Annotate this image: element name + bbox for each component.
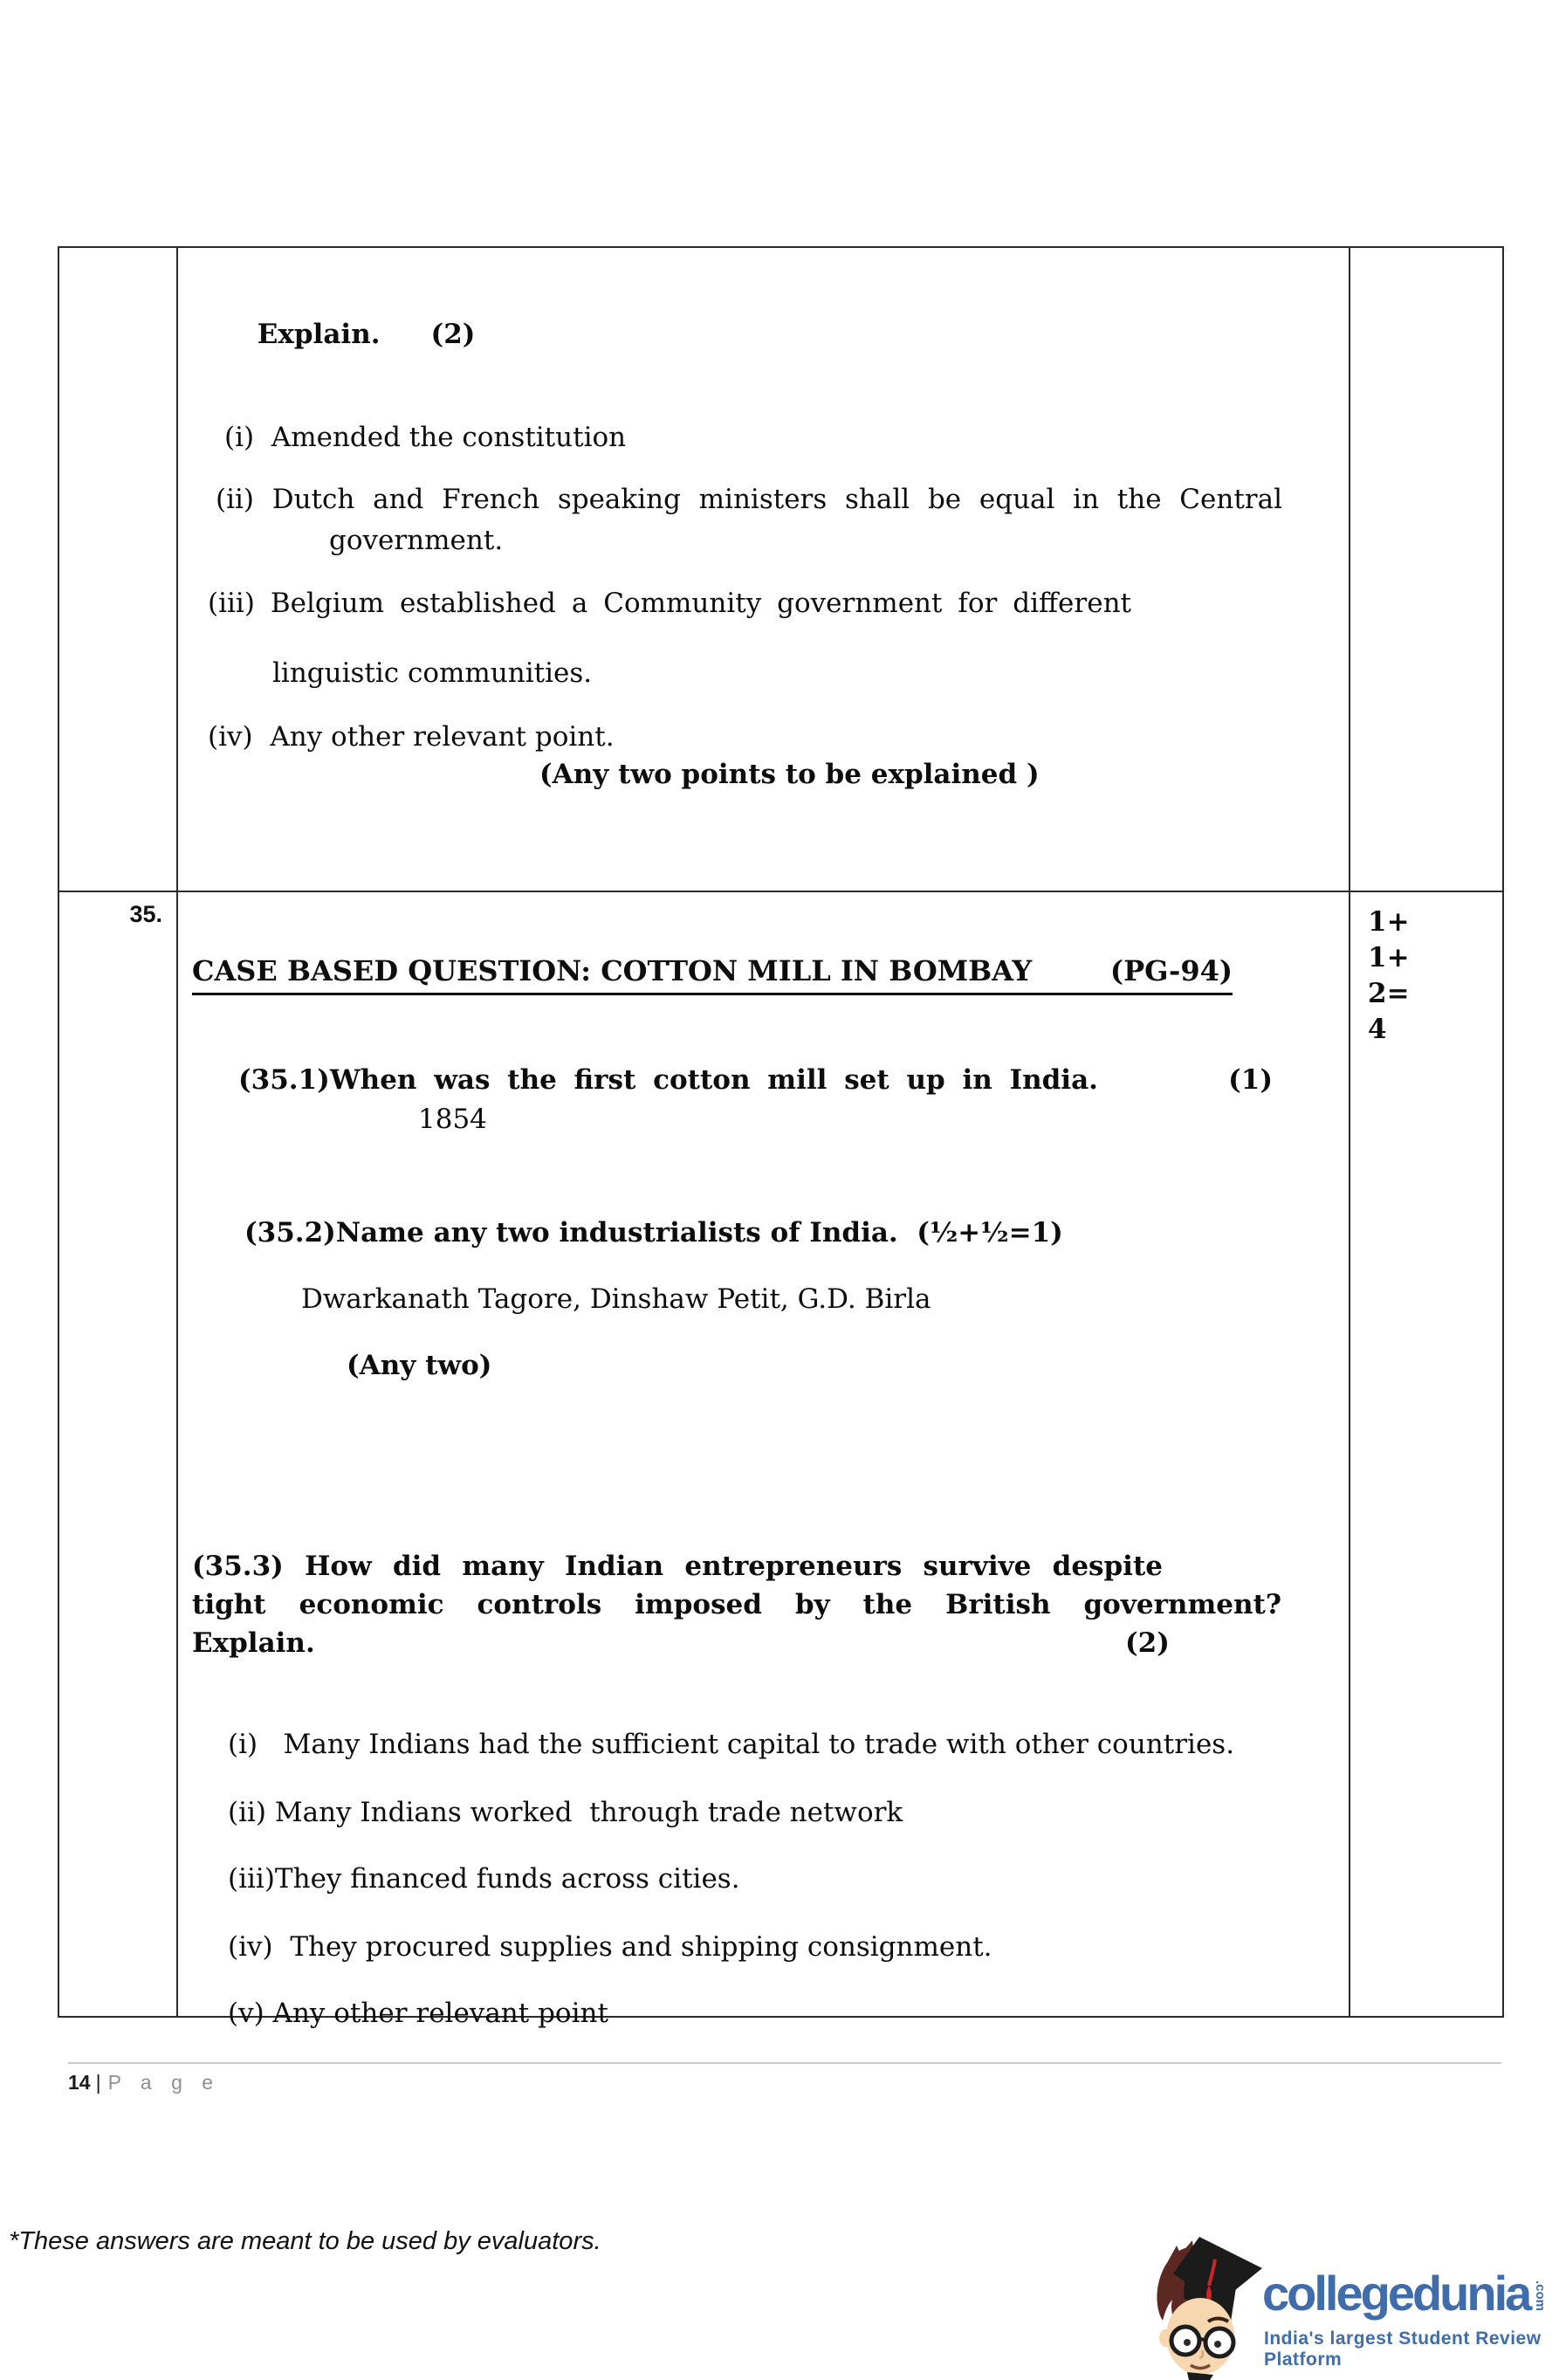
answer-point-ii-cont: government.: [329, 525, 504, 556]
answer-35-3-point-ii: (ii) Many Indians worked through trade network: [228, 1797, 903, 1828]
footer-separator: |: [95, 2071, 101, 2094]
question-35-1: [238, 1064, 1273, 1097]
column-divider-2: [1349, 248, 1350, 2016]
question-35-3-line2: tight economic controls imposed by the British government?: [192, 1589, 1281, 1620]
answer-point-iii: (iii) Belgium established a Community government for different: [208, 588, 1131, 619]
explain-label: Explain.: [257, 319, 381, 351]
logo-brand-text: collegedunia: [1262, 2266, 1530, 2321]
footer-page-word: P a g e: [107, 2071, 221, 2094]
explain-marks: (2): [430, 319, 476, 351]
case-question-title: [192, 955, 1233, 995]
page-footer: [68, 2071, 220, 2095]
marks-line-3: 2=: [1368, 978, 1410, 1009]
marks-column: [1368, 905, 1410, 1048]
marks-line-1: 1+: [1368, 906, 1410, 938]
answer-35-3-point-iv: (iv) They procured supplies and shipping consignment.: [228, 1931, 992, 1963]
question-35-3-line3: Explain.: [192, 1627, 315, 1659]
answer-35-2: Dwarkanath Tagore, Dinshaw Petit, G.D. Birla: [301, 1283, 931, 1315]
answer-35-1: 1854: [418, 1104, 487, 1135]
logo-tagline: India's largest Student Review Platform: [1264, 2328, 1542, 2370]
answer-35-3-point-iii: (iii)They financed funds across cities.: [228, 1863, 740, 1895]
answer-point-iv: (iv) Any other relevant point.: [208, 721, 615, 753]
answer-point-ii: (ii) Dutch and French speaking ministers shall be equal in the Central: [216, 484, 1282, 515]
collegedunia-logo: [1150, 2235, 1559, 2380]
answer-35-3-point-v: (v) Any other relevant point: [228, 1998, 608, 2029]
row-divider: [59, 891, 1502, 892]
question-35-1-marks: (1): [1228, 1064, 1273, 1096]
page-number: 14: [68, 2071, 91, 2094]
marks-line-2: 1+: [1368, 942, 1410, 973]
question-35-3-line1: (35.3) How did many Indian entrepreneurs survive despite: [192, 1551, 1163, 1582]
answer-table: [58, 246, 1504, 2029]
answer-point-i: (i) Amended the constitution: [224, 422, 627, 453]
graduate-mascot-icon: [1150, 2235, 1264, 2380]
marks-line-4: 4: [1368, 1014, 1387, 1045]
case-question-title-pg: (PG-94): [1109, 954, 1233, 987]
answer-note: (Any two points to be explained ): [539, 759, 1040, 790]
question-35-2: (35.2)Name any two industrialists of India. (½+½=1): [244, 1217, 1063, 1248]
answer-35-2-note: (Any two): [347, 1350, 492, 1381]
column-divider-1: [176, 248, 178, 2016]
question-35-3-marks: (2): [1125, 1627, 1170, 1659]
evaluator-footnote: *These answers are meant to be used by evaluators.: [9, 2227, 601, 2255]
question-35-1-text: (35.1)When was the first cotton mill set up in India.: [238, 1064, 1098, 1096]
case-question-title-text: CASE BASED QUESTION: COTTON MILL IN BOMBAY: [192, 954, 1033, 987]
answer-point-iii-cont: linguistic communities.: [272, 657, 593, 689]
footer-rule: [68, 2062, 1501, 2064]
question-number: 35.: [129, 901, 162, 927]
logo-tld-text: .com: [1533, 2280, 1548, 2312]
explain-heading: [201, 286, 475, 384]
answer-35-3-point-i: (i) Many Indians had the sufficient capital to trade with other countries.: [228, 1729, 1235, 1760]
